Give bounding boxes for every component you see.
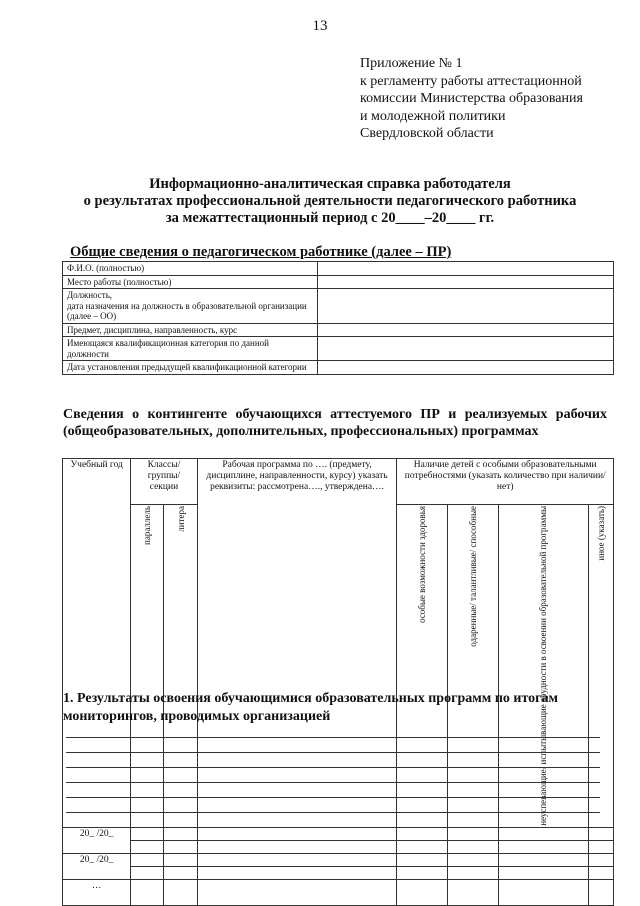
- write-in-line[interactable]: [66, 797, 600, 798]
- table-row: [63, 361, 614, 375]
- appendix-line: комиссии Министерства образования: [360, 91, 583, 106]
- row-label: Должность, дата назначения на должность в образовательной организации (далее – ОО): [63, 289, 318, 324]
- title-line: о результатах профессиональной деятельности педагогического работника: [83, 193, 577, 209]
- year-cell: 20_ /20_: [63, 827, 131, 853]
- write-in-line[interactable]: [66, 752, 600, 753]
- appendix-line: и молодежной политики: [360, 108, 506, 124]
- table-row: [63, 866, 614, 879]
- write-in-line[interactable]: [66, 782, 600, 783]
- year-cell: 20_ /20_: [63, 853, 131, 879]
- header-classes: Классы/ группы/ секции: [131, 459, 197, 505]
- appendix-line: к регламенту работы аттестационной: [360, 73, 582, 89]
- value-cell[interactable]: [318, 275, 614, 289]
- value-cell[interactable]: [318, 289, 614, 324]
- table-row: [63, 840, 614, 853]
- write-in-line[interactable]: [66, 812, 600, 813]
- row-label: Ф.И.О. (полностью): [63, 262, 318, 276]
- general-info-table: [62, 261, 614, 375]
- table-row: [63, 262, 614, 276]
- table-row: [63, 275, 614, 289]
- row-label: Имеющаяся квалификационная категория по данной должности: [63, 337, 318, 361]
- header-year: Учебный год: [63, 459, 131, 828]
- write-in-line[interactable]: [66, 737, 600, 738]
- value-cell[interactable]: [318, 323, 614, 337]
- row-label: Дата установления предыдущей квалификационной категории: [63, 361, 318, 375]
- table-row: [63, 879, 614, 905]
- title-line: Информационно-аналитическая справка работодателя: [149, 176, 511, 192]
- appendix-line: Приложение № 1: [360, 56, 463, 71]
- value-cell[interactable]: [318, 361, 614, 375]
- subheader-parallel: параллель: [142, 506, 153, 545]
- write-in-line[interactable]: [66, 767, 600, 768]
- table-row: [63, 289, 614, 324]
- value-cell[interactable]: [318, 337, 614, 361]
- results-heading: 1. Результаты освоения обучающимися образовательных программ по итогам мониторингов, проводимых организацией: [63, 691, 559, 724]
- subheader-health: особые возможности здоровья: [417, 506, 428, 623]
- appendix-line: Свердловской области: [360, 126, 494, 141]
- general-info-heading: Общие сведения о педагогическом работнике (далее – ПР): [70, 244, 452, 260]
- table-row: [63, 853, 614, 866]
- table-header-row: [63, 459, 614, 505]
- header-program: Рабочая программа по …. (предмету, дисциплине, направленности, курсу) указать реквизиты: рассмотрена…., утверждена….: [197, 459, 397, 828]
- contingent-table: [62, 458, 614, 906]
- appendix-block: [360, 55, 583, 143]
- header-special-needs: Наличие детей с особыми образовательными потребностями (указать количество при наличии/ нет): [397, 459, 614, 505]
- table-row: [63, 323, 614, 337]
- write-in-line[interactable]: [66, 827, 600, 828]
- subheader-litera: литера: [175, 506, 186, 532]
- year-cell: …: [63, 879, 131, 905]
- row-label: Место работы (полностью): [63, 275, 318, 289]
- title-line: за межаттестационный период с 20____–20____ гг.: [165, 210, 495, 226]
- table-row: [63, 337, 614, 361]
- table-row: [63, 827, 614, 840]
- subheader-struggling: неуспевающие/ испытывающие трудности в освоении образовательной программы: [538, 506, 549, 826]
- page-number: 13: [312, 18, 328, 34]
- document-title: [40, 176, 620, 227]
- contingent-heading: Сведения о контингенте обучающихся аттестуемого ПР и реализуемых рабочих (общеобразовательных, дополнительных, профессиональных) программах: [63, 407, 607, 439]
- row-label: Предмет, дисциплина, направленность, курс: [63, 323, 318, 337]
- value-cell[interactable]: [318, 262, 614, 276]
- subheader-other: иное (указать): [596, 506, 606, 561]
- subheader-gifted: одаренные/ талантливые/ способные: [467, 506, 478, 647]
